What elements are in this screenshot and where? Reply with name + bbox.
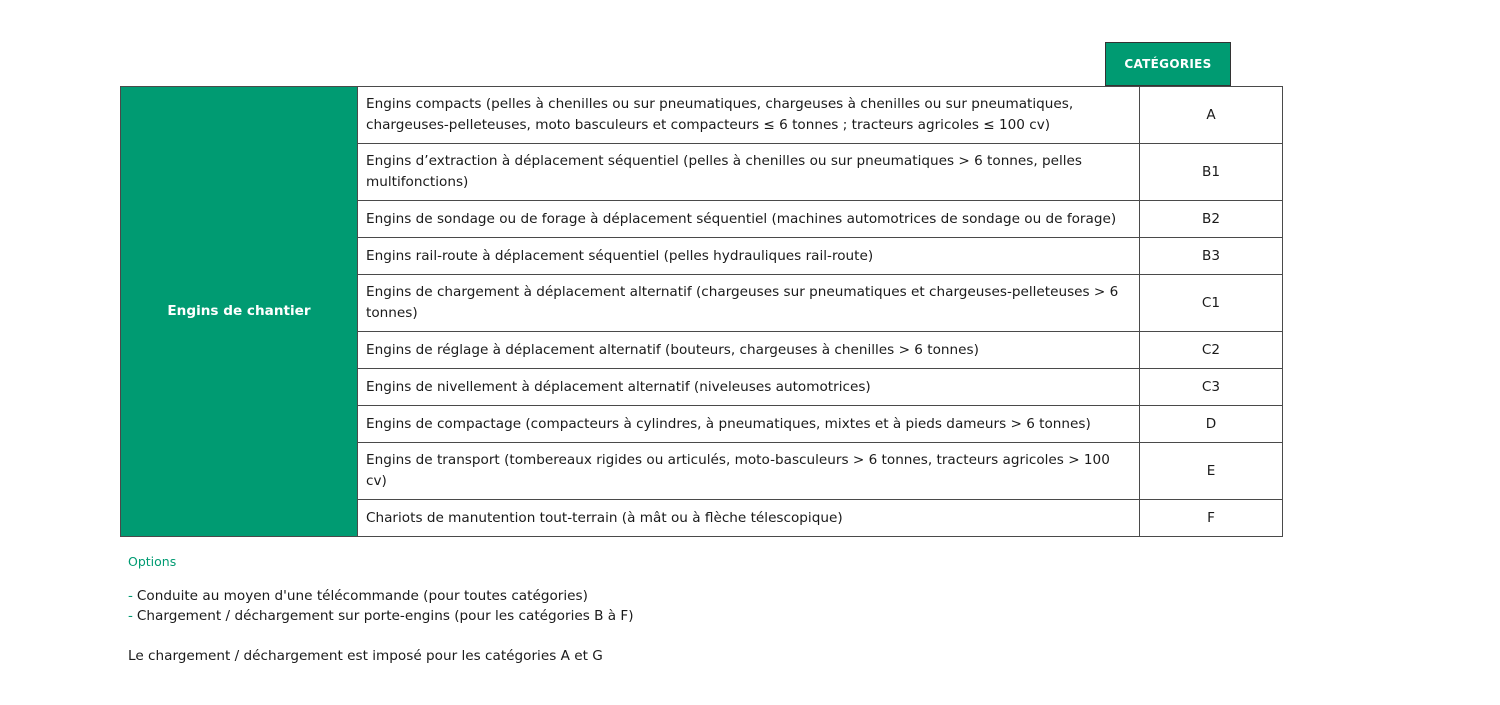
row-description: Engins de compactage (compacteurs à cylindres, à pneumatiques, mixtes et à pieds dameurs > 6 tonnes) <box>358 406 1140 443</box>
options-title: Options <box>128 554 177 569</box>
row-description: Engins rail-route à déplacement séquentiel (pelles hydrauliques rail-route) <box>358 238 1140 275</box>
row-category: D <box>1140 406 1283 443</box>
option-text: Chargement / déchargement sur porte-engins (pour les catégories B à F) <box>136 608 634 624</box>
row-category: C2 <box>1140 332 1283 369</box>
row-description: Engins de chargement à déplacement alternatif (chargeuses sur pneumatiques et chargeuses-pelleteuses > 6 tonnes) <box>358 275 1140 332</box>
row-description: Engins d’extraction à déplacement séquentiel (pelles à chenilles ou sur pneumatiques > 6 tonnes, pelles multifonctions) <box>358 144 1140 201</box>
row-description: Engins de transport (tombereaux rigides ou articulés, moto-basculeurs > 6 tonnes, tracteurs agricoles > 100 cv) <box>358 443 1140 500</box>
dash-marker: - <box>128 588 133 604</box>
group-label: Engins de chantier <box>121 87 358 537</box>
table-row <box>121 87 1283 144</box>
row-description: Engins de nivellement à déplacement alternatif (niveleuses automotrices) <box>358 369 1140 406</box>
row-description: Engins de réglage à déplacement alternatif (bouteurs, chargeuses à chenilles > 6 tonnes) <box>358 332 1140 369</box>
row-category: B2 <box>1140 201 1283 238</box>
options-list <box>128 586 634 626</box>
row-category: B1 <box>1140 144 1283 201</box>
row-category: B3 <box>1140 238 1283 275</box>
row-description: Chariots de manutention tout-terrain (à mât ou à flèche télescopique) <box>358 500 1140 537</box>
list-item <box>128 586 634 606</box>
row-description: Engins de sondage ou de forage à déplacement séquentiel (machines automotrices de sondage ou de forage) <box>358 201 1140 238</box>
row-category: F <box>1140 500 1283 537</box>
footer-note: Le chargement / déchargement est imposé pour les catégories A et G <box>128 648 603 664</box>
dash-marker: - <box>128 608 133 624</box>
list-item <box>128 606 634 626</box>
option-text: Conduite au moyen d'une télécommande (pour toutes catégories) <box>136 588 588 604</box>
categories-table <box>120 86 1283 537</box>
row-category: A <box>1140 87 1283 144</box>
row-category: C3 <box>1140 369 1283 406</box>
row-description: Engins compacts (pelles à chenilles ou sur pneumatiques, chargeuses à chenilles ou sur pneumatiques, chargeuses-pelleteuses, moto basculeurs et compacteurs ≤ 6 tonnes ; tracteurs agricoles ≤ 100 cv) <box>358 87 1140 144</box>
row-category: C1 <box>1140 275 1283 332</box>
categories-header: CATÉGORIES <box>1105 42 1231 86</box>
row-category: E <box>1140 443 1283 500</box>
